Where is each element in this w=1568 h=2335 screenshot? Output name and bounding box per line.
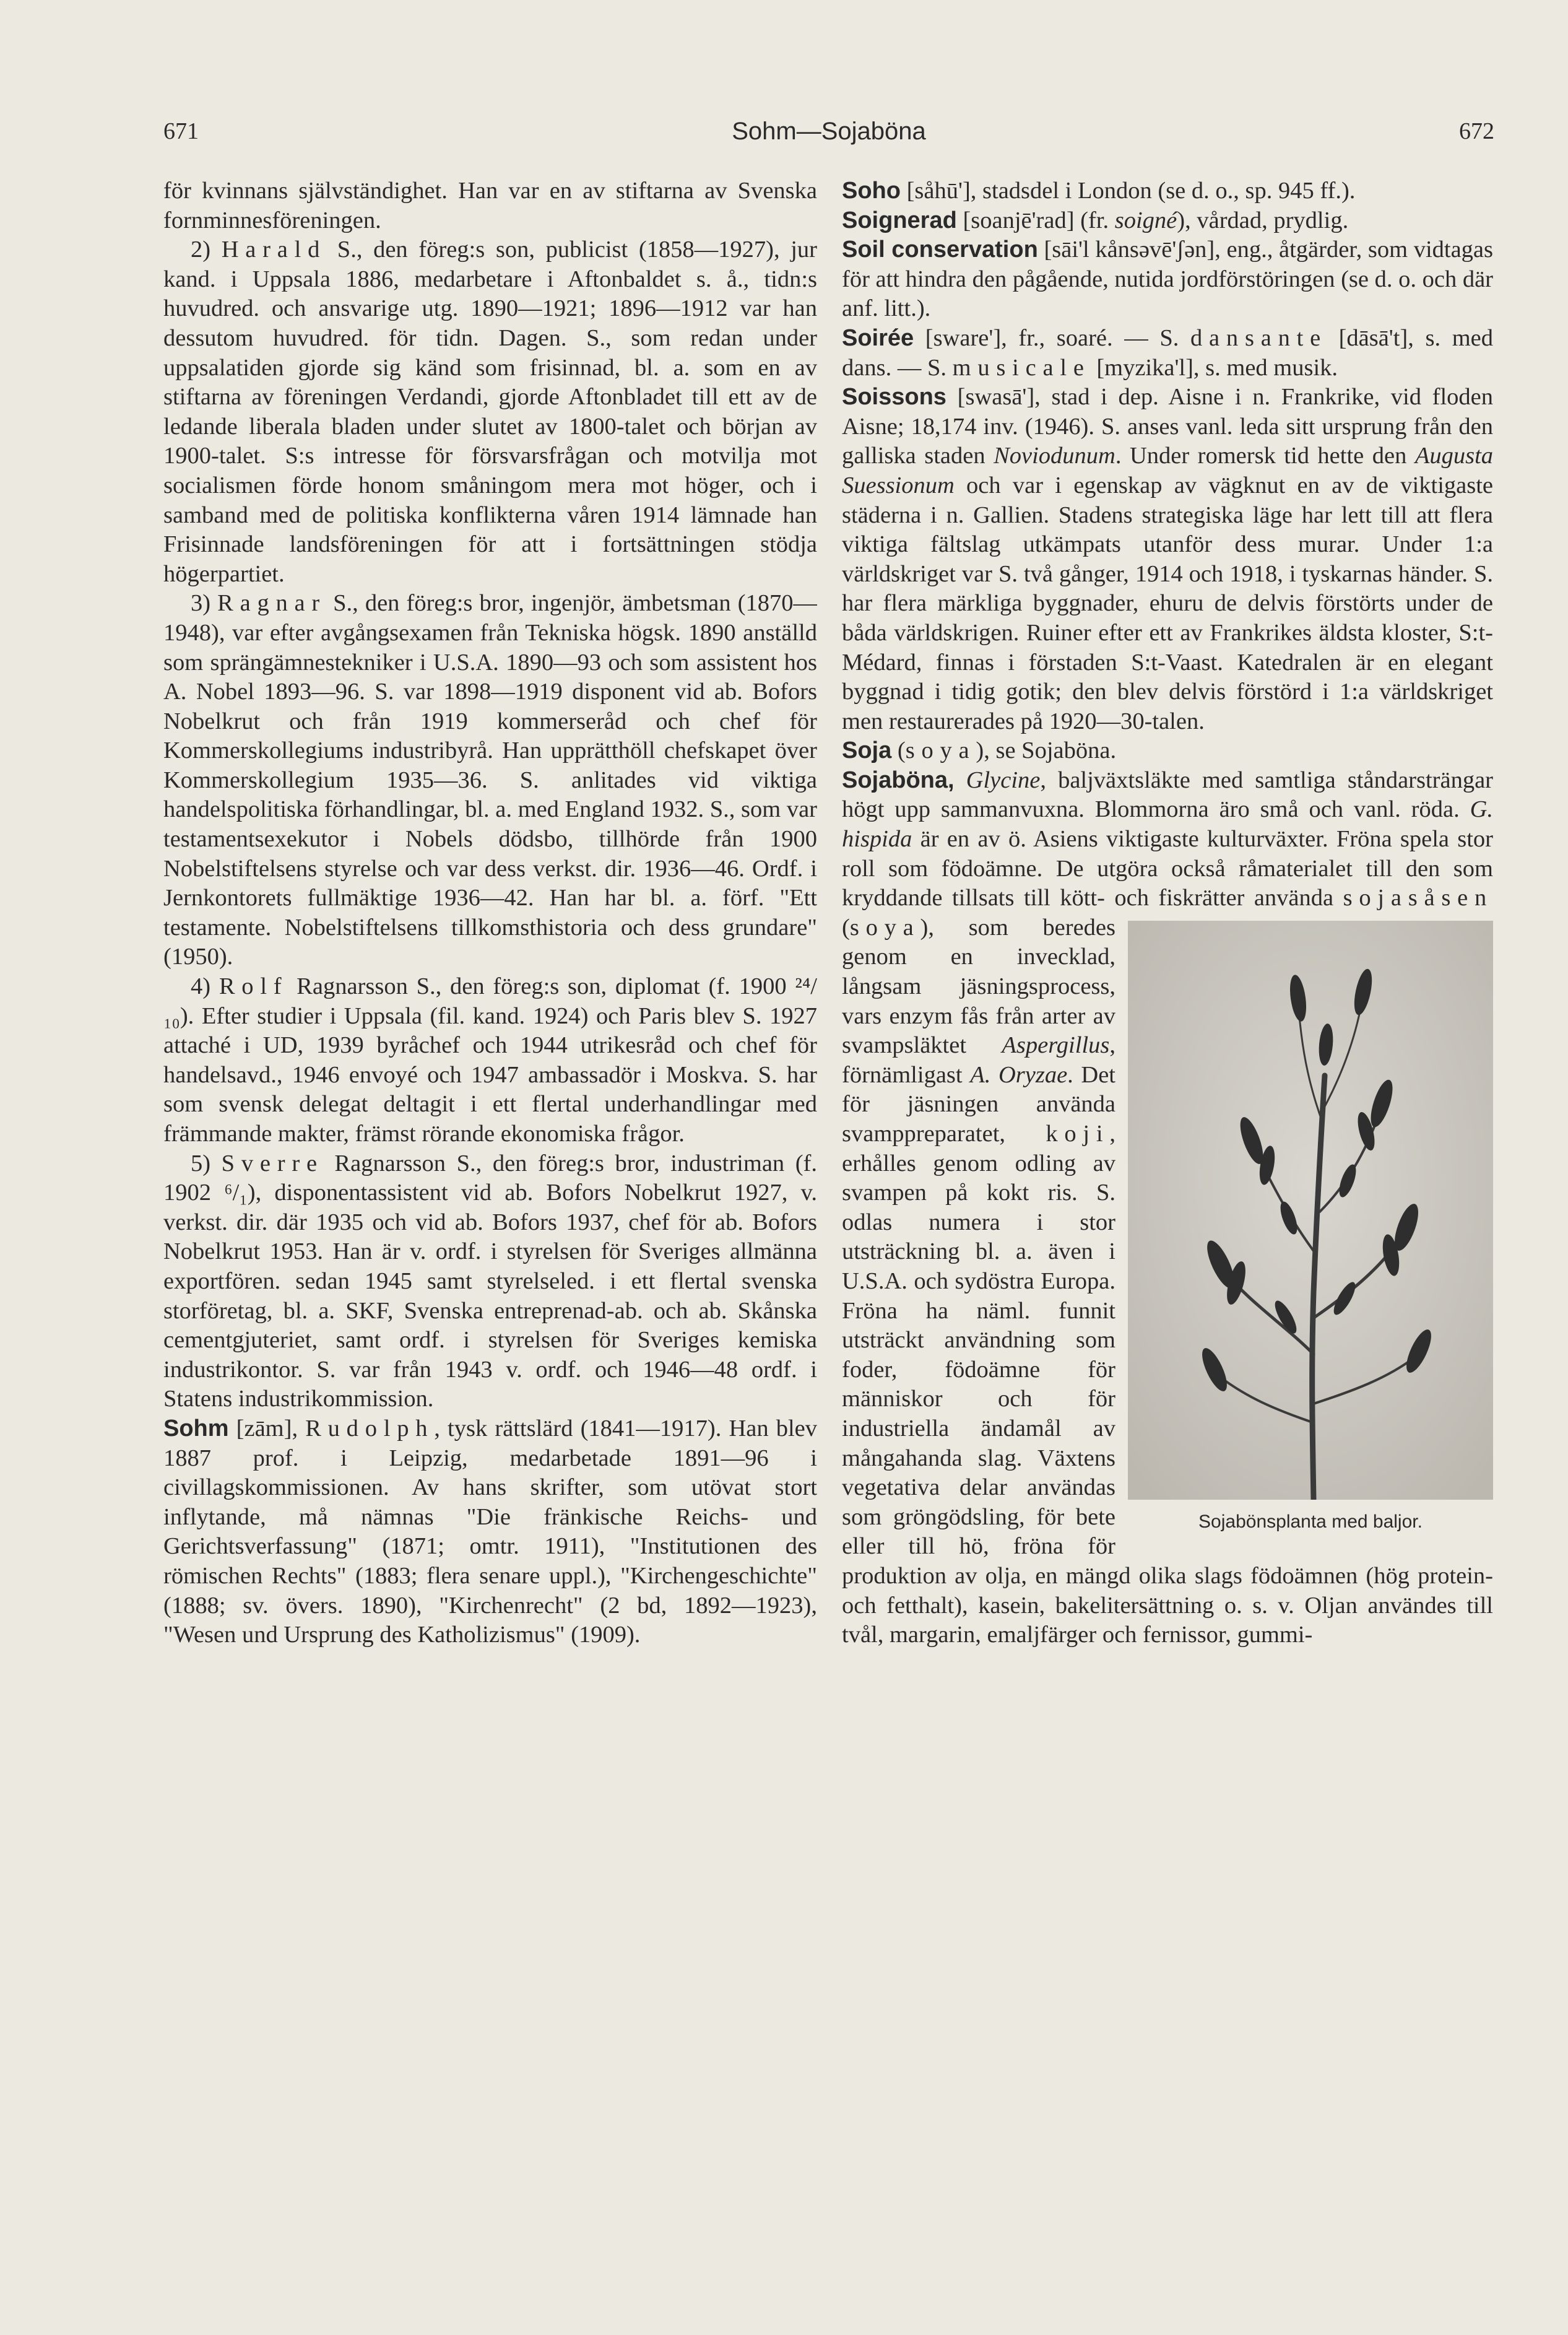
headword: Soissons [842,384,946,411]
paragraph-continuation: för kvinnans självständighet. Han var en av stiftarna av Svenska fornminnesföreningen. [163,178,817,233]
left-page-number: 671 [163,118,199,144]
right-page-number: 672 [1459,118,1494,144]
headword: Sohm [163,1415,229,1441]
headword: Soignerad [842,207,957,233]
entry-soissons: Soissons [sᴡasā'], stad i dep. Aisne i n. Frankrike, vid floden Aisne; 18,174 inv. (1946). S. anses vanl. leda sitt ursprung från den galliska staden Noviodunum. Under romersk tid hette den Augusta Suessionum och var i egenskap av vägknut en av de viktigaste städerna i n. Gallien. Stadens strategiska läge har lett till att flera viktiga fältslag utkämpats utanför dess murar. Under 1:a världskriget var S. två gånger, 1914 och 1918, i tyskarnas händer. S. har flera märkliga byggnader, ehuru de delvis förstörts under de båda världskrigen. Ruiner efter ett av Frankrikes äldsta kloster, S:t-Médard, finnas i förstaden S:t-Vaast. Katedralen är en elegant byggnad i tidig gotik; den blev delvis förstörd i 1:a världskriget men restaurerades på 1920—30-talen. [842,384,1493,734]
soybean-plant-photo [1128,921,1493,1500]
entry-harald: 2) Harald S., den föreg:s son, publicist (1858—1927), jur kand. i Uppsala 1886, medarbetare i Aftonbaldet s. å., tidn:s huvudred. och ansvarige utg. 1890—1921; 1896—1912 var han dessutom huvudred. för tidn. Dagen. S., som redan under uppsalatiden gjorde sig känd som frisinnad, bl. a. som en av stiftarna av föreningen Verdandi, gjorde Aftonbladet till ett av de ledande liberala bladen under slutet av 1800-talet och början av 1900-talet. S:s intresse för försvarsfrågan och motvilja mot socialismen förde honom småningom mera mot höger, och i samband med de politiska konflikterna våren 1914 lämnade han Frisinnade landsföreningen för att i fortsättningen stödja högerpartiet. [163,237,817,587]
person-name: Ragnar [217,590,327,617]
figure-caption: Sojabönsplanta med baljor. [1198,1511,1423,1532]
page-header [163,118,1494,155]
entry-soil-conservation: Soil conservation [sāi'l kånsəvē'ʃən], eng., åtgärder, som vidtagas för att hindra den pågående, nutida jordförstöringen (se d. o. och där anf. litt.). [842,237,1493,322]
entry-soignerad: Soignerad [soanjē'rad] (fr. soigné), vårdad, prydlig. [842,207,1349,233]
entry-soja: Soja (soya), se Sojaböna. [842,737,1117,764]
headword: Sojaböna, [842,767,955,793]
person-name: Rolf [219,973,288,1000]
headword: Soirée [842,324,914,351]
entry-sverre: 5) Sverre Ragnarsson S., den föreg:s bror, industriman (f. 1902 ⁶/₁), disponentassistent vid ab. Bofors Nobelkrut 1927, v. verkst. dir. där 1935 och vid ab. Bofors 1937, chef för ab. Bofors Nobelkrut 1953. Han är v. ordf. i styrelsen för Sveriges allmänna exportfören. sedan 1945 samt styrelseled. i ett flertal svenska storföretag, bl. a. SKF, Svenska entreprenad-ab. och ab. Skånska cementgjuteriet, samt ordf. i styrelsen för Sveriges kemiska industrikontor. S. var från 1943 v. ordf. och 1946—48 ordf. i Statens industrikommission. [163,1150,817,1412]
headword: Soil conservation [842,237,1038,263]
left-column [163,176,817,2146]
entry-sohm: Sohm [zām], Rudolph, tysk rättslärd (1841—1917). Han blev 1887 prof. i Leipzig, medarbetade 1891—96 i civillagskommissionen. Av hans skrifter, som utövat stort inflytande, må nämnas "Die fränkische Reichs- und Gerichtsverfassung" (1871; omtr. 1911), "Institutionen des römischen Rechts" (1883; flera senare uppl.), "Kirchengeschichte" (1888; sv. övers. 1890), "Kirchenrecht" (2 bd, 1892—1923), "Wesen und Ursprung des Katholizismus" (1909). [163,1415,817,1648]
entry-rolf: 4) Rolf Ragnarsson S., den föreg:s son, diplomat (f. 1900 ²⁴/₁₀). Efter studier i Uppsala (fil. kand. 1924) och Paris blev S. 1927 attaché i UD, 1939 byråchef och 1944 utrikesråd och chef för handelsavd., 1946 envoyé och 1947 ambassadör i Moskva. S. har som svensk delegat deltagit i ett flertal underhandlingar med främmande makter, främst rörande ekonomiska frågor. [163,973,817,1147]
entry-sojabona: Sojaböna, Glycine, baljväxtsläkte med samtliga ståndarsträngar högt upp sammanvuxna. Blommorna äro små och vanl. röda. G. hispida är en av ö. Asiens viktigaste kulturväxter. Fröna spela stor roll som födoämne. De utgöra också råmaterialet till den som kryddande tillsats till kött- och fiskrätter använda Sojabönsplanta med baljor. sojasåsen (soya), som beredes genom en invecklad, långsam jäsningsprocess, vars enzym fås från arter av svampsläktet Aspergillus, förnämligast A. Oryzae. Det för jäsningen använda svamppreparatet, koji, erhålles genom odling av svampen på kokt ris. S. odlas numera i stor utsträckning bl. a. även i U.S.A. och sydöstra Europa. Fröna ha näml. funnit utsträckt användning som foder, födoämne för människor och för industriella ändamål av mångahanda slag. Växtens vegetativa delar användas som gröngödsling, för bete eller till hö, fröna för produktion av olja, en mängd olika slags födoämnen (hög protein- och fetthalt), kasein, bakelitersättning o. s. v. Oljan användes till tvål, margarin, emaljfärger och fernissor, gummi- [842,767,1493,1648]
person-name: Rudolph [305,1415,435,1441]
person-name: Sverre [221,1150,324,1176]
soybean-figure [1128,921,1493,1546]
entry-soho: Soho [såhū'], stadsdel i London (se d. o., sp. 945 ff.). [842,178,1356,204]
right-column [842,176,1493,2146]
headword: Soho [842,178,901,204]
entry-ragnar: 3) Ragnar S., den föreg:s bror, ingenjör, ämbetsman (1870—1948), var efter avgångsexamen från Tekniska högsk. 1890 anställd som sprängämnestekniker i U.S.A. 1890—93 och som assistent hos A. Nobel 1893—96. S. var 1898—1919 disponent vid ab. Bofors Nobelkrut och från 1919 kommerseråd och chef för Kommerskollegiums industribyrå. Han upprätthöll chefskapet över Kommerskollegium 1935—36. S. anlitades vid viktiga handelspolitiska förhandlingar, bl. a. med England 1932. S., som var testamentsexekutor i Nobels dödsbo, tillhörde från 1900 Nobelstiftelsens styrelse och var dess verkst. dir. 1936—46. Ordf. i Jernkontorets fullmäktige 1936—42. Han har bl. a. förf. "Ett testamente. Nobelstiftelsens tillkomsthistoria och dess grundare" (1950). [163,590,817,970]
running-title: Sohm—Sojaböna [732,118,926,145]
entry-soiree: Soirée [sᴡare'], fr., soaré. — S. dansante [dāsā't], s. med dans. — S. musicale [myzika'l], s. med musik. [842,324,1493,381]
person-name: Harald [221,237,327,263]
headword: Soja [842,737,892,764]
